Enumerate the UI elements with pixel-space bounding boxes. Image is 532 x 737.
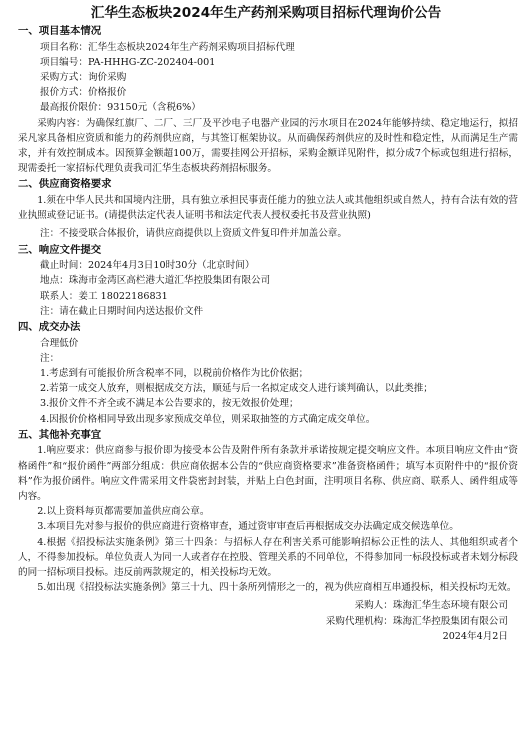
buyer-signature: 采购人：珠海汇华生态环境有限公司 (354, 600, 508, 612)
deadline: 截止时间：2024年4月3日10时30分（北京时间） (40, 260, 255, 272)
page-title: 汇华生态板块2024年生产药剂采购项目招标代理询价公告 (90, 5, 442, 21)
list-item: 1.考虑到有可能报价所含税率不同，以税前价格作为比价依据； (40, 368, 309, 380)
procurement-content: 采购内容：为确保红旗厂、二厂、三厂及平沙电子电器产业园的污水项目在2024年能够持续、稳定地运行，拟招采凡家具备相应资质和能力的药剂供应商，与其签订框架协议。从而确保药剂供应的及时性和稳定性，从而满足生产需求，并有效控制成本。因预算金额超100万，需要挂网公开招标，采购金额详见附件，拟分成7个标或包组进行招标，现需委托一家招标代理负责我司汇华生态板块药剂招标服务。 (18, 117, 518, 175)
section-4-heading: 四、成交办法 (18, 321, 81, 334)
list-item: 2.以上资料每页都需要加盖供应商公章。 (37, 506, 210, 518)
award-note-label: 注： (40, 352, 60, 364)
procurement-method: 采购方式：询价采购 (40, 72, 127, 83)
list-item: 4.因报价价格相同导致出现多家预成交单位，则采取抽签的方式确定成交单位。 (40, 413, 376, 425)
section-2-heading: 二、供应商资格要求 (18, 178, 112, 191)
max-price: 最高报价限价：93150元（含税6%） (40, 102, 201, 114)
project-code: 项目编号：PA-HHHG-ZC-202404-001 (40, 56, 216, 68)
list-item: 1.响应要求：供应商参与报价即为接受本公告及附件所有条款并承诺按规定提交响应文件。本项目响应文件由“资格函件”和“报价函件”两部分组成：供应商依据本公告的“供应商资格要求”准备资格函件；填写本页附件中的“报价资料”作为报价函件。响应文件需采用文件袋密封封装，并贴上白色封面，注明项目名称、供应商、联系人、函件组成等内容。 (18, 445, 518, 503)
qualification-note: 注：不接受联合体报价，请供应商提供以上资质文件复印件并加盖公章。 (40, 228, 347, 240)
project-name: 项目名称：汇华生态板块2024年生产药剂采购项目招标代理 (40, 41, 295, 53)
quote-method: 报价方式：价格报价 (40, 87, 127, 99)
section-1-heading: 一、项目基本情况 (18, 25, 102, 37)
location: 地点：珠海市金湾区高栏港大道汇华控股集团有限公司 (40, 275, 271, 287)
list-item: 3.本项目先对参与报价的供应商进行资格审查，通过资审审查后再根据成交办法确定成交候选单位。 (37, 521, 459, 533)
contact: 联系人：姜工 18022186831 (40, 290, 168, 302)
award-rule: 合理低价 (40, 337, 79, 349)
list-item: 3.报价文件不齐全或不满足本公告要求的，按无效报价处理； (40, 398, 299, 410)
agent-signature: 采购代理机构：珠海汇华控股集团有限公司 (325, 615, 508, 627)
list-item: 4.根据《招投标法实施条例》第三十四条：与招标人存在利害关系可能影响招标公正性的法人、其他组织或者个人，不得参加投标。单位负责人为同一人或者存在控股、管理关系的不同单位，不得参加同一标段投标或者未划分标段的同一招标项目投标。违反前两款规定的，相关投标均无效。 (18, 536, 518, 579)
section-3-heading: 三、响应文件提交 (18, 243, 102, 256)
list-item: 2.若第一成交人放弃，则根据成交方法，顺延与后一名拟定成交人进行谈判确认，以此类推； (40, 383, 433, 395)
section-5-heading: 五、其他补充事宜 (18, 428, 102, 441)
submission-note: 注：请在截止日期时间内送达报价文件 (40, 305, 204, 317)
qualification-item: 1.须在中华人民共和国境内注册，具有独立承担民事责任能力的独立法人或其他组织或自然人，持有合法有效的营业执照或登记证书。(请提供法定代表人证明书和法定代表人授权委托书及营业执照) (18, 195, 518, 222)
issue-date: 2024年4月2日 (442, 630, 508, 642)
list-item: 5.如出现《招投标法实施条例》第三十九、四十条所列情形之一的，视为供应商相互串通投标，相关投标均无效。 (37, 582, 517, 594)
